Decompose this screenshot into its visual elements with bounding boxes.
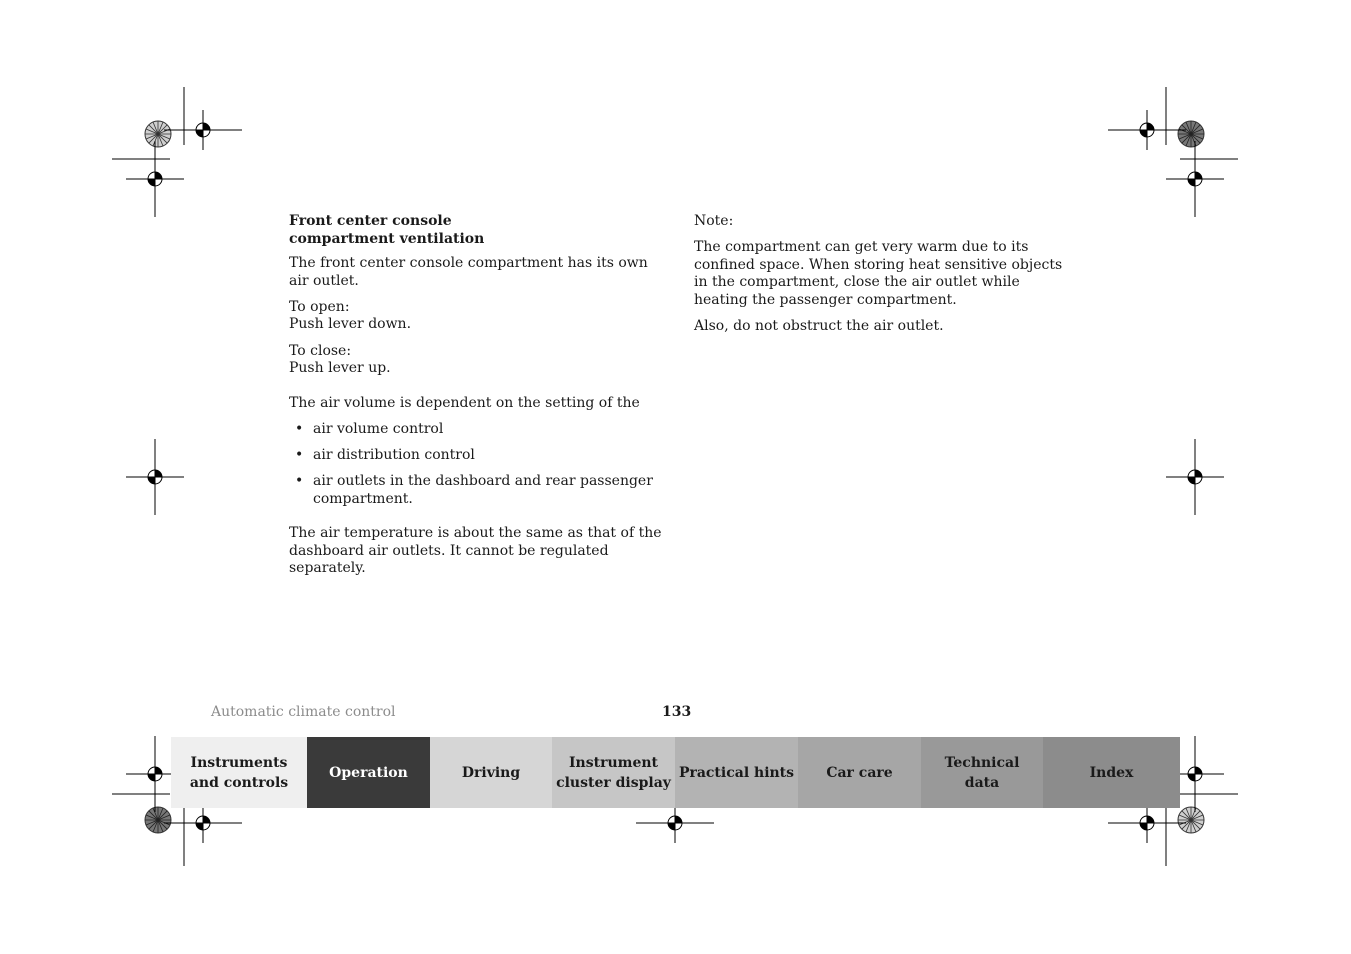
tab-label: Practical hints — [678, 764, 795, 781]
intro-paragraph: The front center console compartment has its own air outlet. — [289, 255, 648, 289]
list-item: • air outlets in the dashboard and rear passenger compartment. — [289, 473, 669, 508]
tab-instrument-cluster-display[interactable] — [552, 737, 675, 808]
page-number: 133 — [662, 704, 692, 720]
tab-label: Car care — [826, 764, 893, 781]
note-label: Note: — [694, 213, 734, 229]
open-text: Push lever down. — [289, 316, 412, 333]
note-paragraph-2: Also, do not obstruct the air outlet. — [694, 317, 944, 334]
section-heading — [289, 213, 669, 248]
tab-practical-hints[interactable] — [675, 737, 798, 808]
tab-label: Operation — [329, 764, 408, 781]
close-text: Push lever up. — [289, 360, 391, 377]
tab-label: Instrument cluster display — [556, 754, 671, 791]
heading-line-1: Front center console — [289, 213, 452, 229]
tab-index[interactable] — [1043, 737, 1180, 808]
close-instruction — [289, 343, 669, 378]
right-column — [694, 213, 1069, 344]
tab-operation[interactable] — [307, 737, 430, 808]
tab-instruments-and-controls[interactable] — [171, 737, 307, 808]
left-column — [289, 213, 669, 587]
tab-label: Index — [1089, 764, 1134, 781]
tab-car-care[interactable] — [798, 737, 921, 808]
temperature-paragraph: The air temperature is about the same as that of the dashboard air outlets. It cannot be regulated separately. — [289, 525, 662, 577]
open-label: To open: — [289, 298, 350, 315]
tab-label: Instruments and controls — [189, 754, 289, 791]
tab-technical-data[interactable] — [921, 737, 1043, 808]
note-paragraph: The compartment can get very warm due to its confined space. When storing heat sensitive objects in the compartment, close the air outlet while heating the passenger compartment. — [694, 239, 1063, 308]
heading-line-2: compartment ventilation — [289, 230, 485, 247]
tab-label: Technical data — [944, 754, 1020, 791]
section-title: Automatic climate control — [211, 704, 396, 720]
tab-label: Driving — [461, 764, 521, 781]
tab-driving[interactable] — [430, 737, 552, 808]
bullet-list — [289, 421, 669, 508]
list-item: • air volume control — [289, 421, 669, 439]
volume-intro: The air volume is dependent on the setting of the — [289, 394, 640, 411]
open-instruction — [289, 299, 669, 334]
chapter-tabs — [171, 737, 1180, 808]
list-item: • air distribution control — [289, 447, 669, 465]
close-label: To close: — [289, 342, 352, 359]
